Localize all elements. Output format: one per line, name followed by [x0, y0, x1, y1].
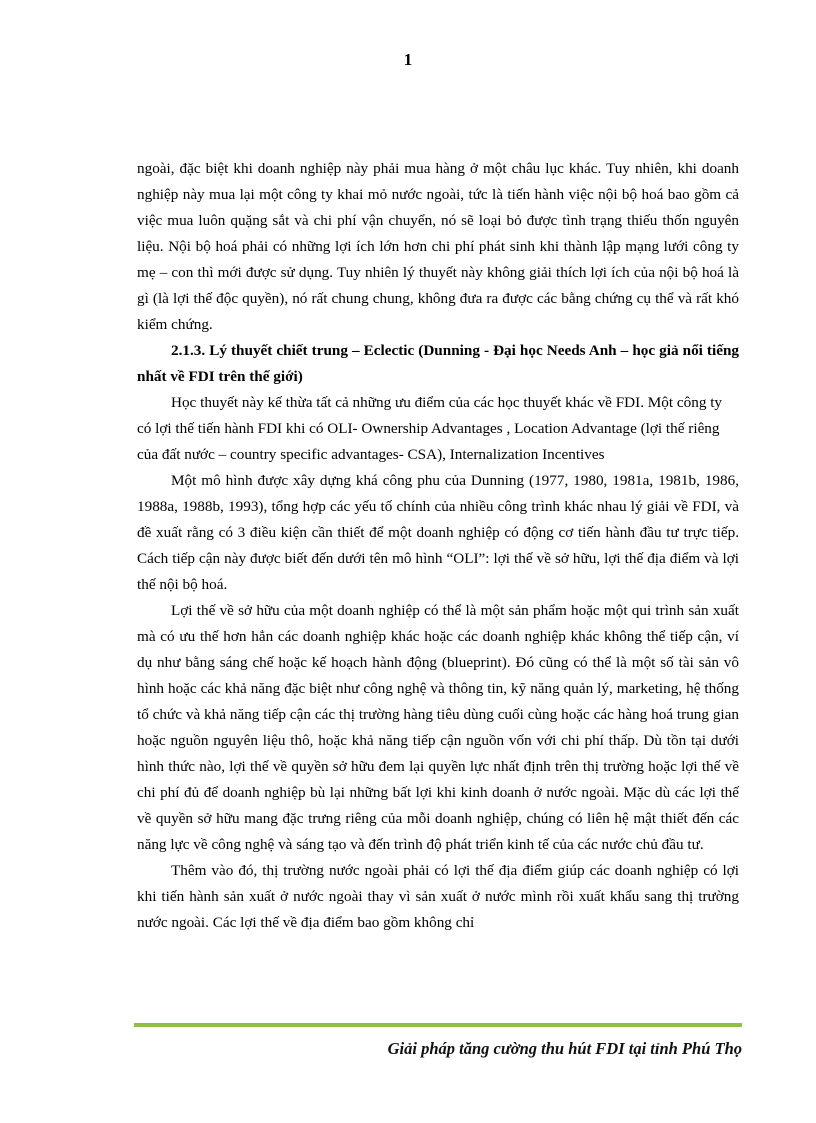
- section-heading: 2.1.3. Lý thuyết chiết trung – Eclectic (Dunning - Đại học Needs Anh – học giả nổi tiếng nhất về FDI trên thế giới): [137, 342, 739, 385]
- paragraph-oli-intro: Học thuyết này kế thừa tất cả những ưu điểm của các học thuyết khác về FDI. Một công ty có lợi thế tiến hành FDI khi có OLI- Ownership Advantages , Location Advantage (lợi thế riêng của đất nước – country specific advantages- CSA), Internalization Incentives: [137, 394, 723, 463]
- page-number: 1: [403, 50, 413, 69]
- paragraph-continuation: ngoài, đặc biệt khi doanh nghiệp này phải mua hàng ở một châu lục khác. Tuy nhiên, khi doanh nghiệp này mua lại một công ty khai mỏ nước ngoài, tức là tiến hành việc nội bộ hoá bao gồm cả việc mua luôn quặng sắt và chi phí vận chuyển, nó sẽ loại bỏ được tình trạng thiếu thốn nguyên liệu. Nội bộ hoá phải có những lợi ích lớn hơn chi phí phát sinh khi thành lập mạng lưới công ty mẹ – con thì mới được sử dụng. Tuy nhiên lý thuyết này không giải thích lợi ích của nội bộ hoá là gì (là lợi thế độc quyền), nó rất chung chung, không đưa ra được các bằng chứng cụ thể và rất khó kiểm chứng.: [137, 160, 739, 333]
- paragraph-ownership-advantage: Lợi thế về sở hữu của một doanh nghiệp có thể là một sản phẩm hoặc một qui trình sản xuất mà có ưu thế hơn hẳn các doanh nghiệp khác hoặc các doanh nghiệp khác không thể tiếp cận, ví dụ như bằng sáng chế hoặc kế hoạch hành động (blueprint). Đó cũng có thể là một số tài sản vô hình hoặc các khả năng đặc biệt như công nghệ và thông tin, kỹ năng quản lý, marketing, hệ thống tổ chức và khả năng tiếp cận các thị trường hàng tiêu dùng cuối cùng hoặc các hàng hoá trung gian hoặc nguồn nguyên liệu thô, hoặc khả năng tiếp cận nguồn vốn với chi phí thấp. Dù tồn tại dưới hình thức nào, lợi thế về quyền sở hữu đem lại quyền lực nhất định trên thị trường hoặc lợi thế về chi phí đủ để doanh nghiệp bù lại những bất lợi khi kinh doanh ở nước ngoài. Mặc dù các lợi thế về quyền sở hữu mang đặc trưng riêng của mỗi doanh nghiệp, chúng có liên hệ mật thiết đến các năng lực về công nghệ và sáng tạo và đến trình độ phát triển kinh tế của các nước chủ đầu tư.: [137, 602, 739, 853]
- footer-title: Giải pháp tăng cường thu hút FDI tại tỉnh Phú Thọ: [387, 1039, 742, 1058]
- paragraph-dunning-model: Một mô hình được xây dựng khá công phu của Dunning (1977, 1980, 1981a, 1981b, 1986, 1988a, 1988b, 1993), tổng hợp các yếu tố chính của nhiều công trình khác nhau lý giải về FDI, và đề xuất rằng có 3 điều kiện cần thiết để một doanh nghiệp có động cơ tiến hành đầu tư trực tiếp. Cách tiếp cận này được biết đến dưới tên mô hình “OLI”: lợi thế về sở hữu, lợi thế địa điểm và lợi thế nội bộ hoá.: [137, 472, 739, 593]
- footer-divider: [134, 1023, 742, 1027]
- document-body: [137, 156, 739, 936]
- paragraph-location-advantage: Thêm vào đó, thị trường nước ngoài phải có lợi thế địa điểm giúp các doanh nghiệp có lợi khi tiến hành sản xuất ở nước ngoài thay vì sản xuất ở nước mình rồi xuất khẩu sang thị trường nước ngoài. Các lợi thế về địa điểm bao gồm không chỉ: [137, 862, 739, 931]
